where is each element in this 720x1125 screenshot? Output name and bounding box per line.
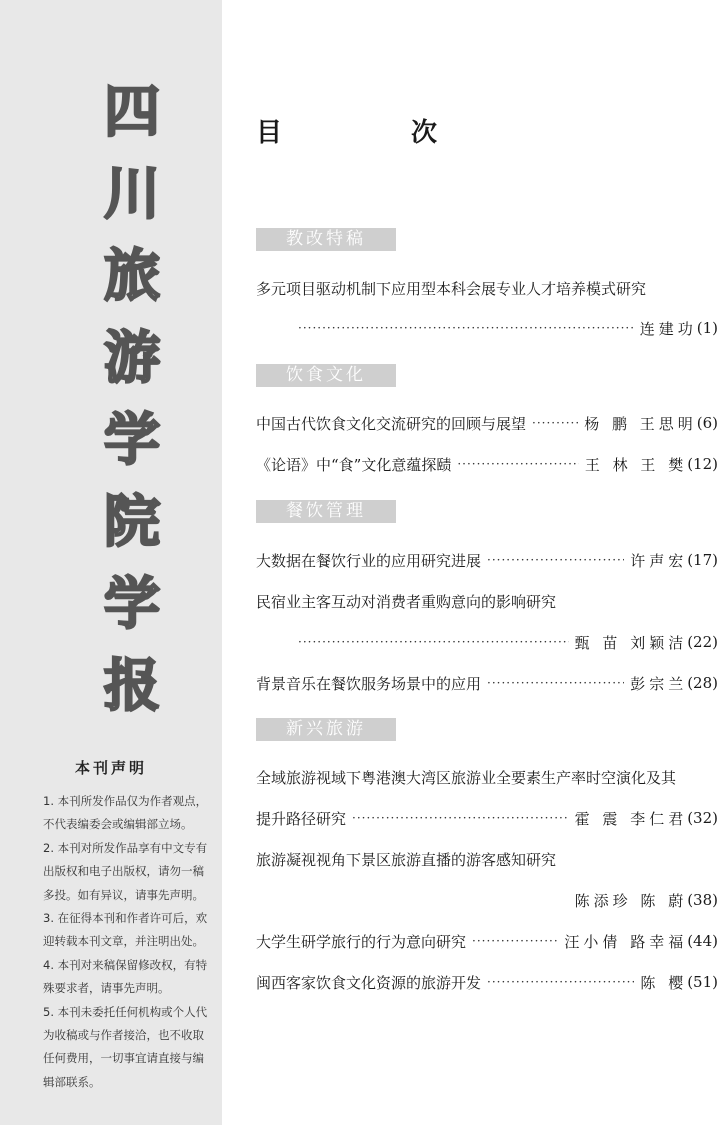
leader-dots bbox=[487, 975, 634, 989]
toc-heading: 目 次 bbox=[256, 118, 498, 148]
entry-title: 全域旅游视域下粤港澳大湾区旅游业全要素生产率时空演化及其 bbox=[256, 768, 677, 787]
entry-page: (12) bbox=[687, 455, 718, 473]
toc-entry[interactable] bbox=[256, 970, 718, 994]
journal-title-char: 旅 bbox=[104, 244, 160, 309]
toc-entry[interactable] bbox=[256, 806, 718, 830]
notice-list bbox=[43, 790, 215, 1094]
toc-entry[interactable] bbox=[256, 888, 718, 912]
toc-entry[interactable] bbox=[256, 847, 718, 871]
notice-line: 不代表编委会或编辑部立场。 bbox=[43, 817, 193, 832]
entry-page: (38) bbox=[687, 891, 718, 909]
notice-line: 3. 在征得本刊和作者许可后，欢 bbox=[43, 911, 208, 926]
toc-entry[interactable] bbox=[256, 630, 718, 654]
notice-title: 本刊声明 bbox=[74, 759, 147, 777]
entry-page: (22) bbox=[687, 633, 718, 651]
entry-authors: 许声宏 bbox=[630, 551, 688, 570]
journal-title-char: 院 bbox=[104, 490, 160, 555]
journal-title-char: 川 bbox=[104, 162, 160, 227]
sidebar bbox=[0, 0, 222, 1125]
entry-page: (6) bbox=[696, 414, 718, 432]
entry-authors: 汪小倩 路幸福 bbox=[564, 932, 688, 951]
entry-title: 《论语》中“食”文化意蕴探赜 bbox=[256, 455, 452, 474]
notice-line: 4. 本刊对来稿保留修改权，有特 bbox=[43, 957, 208, 972]
notice-line: 出版权和电子出版权，请勿一稿 bbox=[43, 864, 204, 879]
entry-title: 多元项目驱动机制下应用型本科会展专业人才培养模式研究 bbox=[256, 279, 647, 298]
notice-line: 2. 本刊对所发作品享有中文专有 bbox=[43, 840, 208, 855]
entry-authors: 杨 鹏 王思明 bbox=[584, 414, 697, 433]
toc-entry[interactable] bbox=[256, 316, 718, 340]
entry-title: 中国古代饮食文化交流研究的回顾与展望 bbox=[256, 414, 527, 433]
notice-line: 殊要求者，请事先声明。 bbox=[43, 981, 170, 996]
notice-line: 多投。如有异议，请事先声明。 bbox=[43, 887, 204, 902]
toc-entry[interactable] bbox=[256, 548, 718, 572]
journal-title-char: 报 bbox=[104, 654, 160, 719]
entry-title: 民宿业主客互动对消费者重购意向的影响研究 bbox=[256, 592, 557, 611]
journal-title bbox=[100, 72, 164, 728]
entry-title: 闽西客家饮食文化资源的旅游开发 bbox=[256, 973, 482, 992]
section-label: 餐饮管理 bbox=[256, 500, 396, 523]
entry-page: (51) bbox=[687, 973, 718, 991]
entry-page: (28) bbox=[687, 674, 718, 692]
entry-authors: 彭宗兰 bbox=[630, 674, 688, 693]
notice-line: 1. 本刊所发作品仅为作者观点， bbox=[43, 794, 208, 808]
leader-dots bbox=[487, 553, 624, 567]
journal-title-char: 游 bbox=[104, 326, 160, 391]
notice-line: 为收稿或与作者接洽，也不收取 bbox=[43, 1028, 204, 1043]
notice-line: 辑部联系。 bbox=[43, 1074, 101, 1089]
toc-entry[interactable] bbox=[256, 276, 718, 300]
entry-authors: 陈 樱 bbox=[640, 973, 688, 992]
toc-entry[interactable] bbox=[256, 929, 718, 953]
entry-authors: 霍 震 李仁君 bbox=[574, 809, 688, 828]
notice-line: 任何费用，一切事宜请直接与编 bbox=[43, 1051, 204, 1066]
entry-authors: 连建功 bbox=[639, 319, 697, 338]
entry-title: 背景音乐在餐饮服务场景中的应用 bbox=[256, 674, 482, 693]
leader-dots bbox=[487, 676, 624, 690]
entry-title: 大学生研学旅行的行为意向研究 bbox=[256, 932, 467, 951]
entry-authors: 王 林 王 樊 bbox=[584, 455, 688, 474]
toc-entry[interactable] bbox=[256, 589, 718, 613]
entry-authors: 甄 苗 刘颖洁 bbox=[574, 633, 688, 652]
leader-dots bbox=[457, 457, 579, 471]
entry-page: (32) bbox=[687, 809, 718, 827]
toc-entry[interactable] bbox=[256, 452, 718, 476]
entry-page: (44) bbox=[687, 932, 718, 950]
entry-title: 旅游凝视视角下景区旅游直播的游客感知研究 bbox=[256, 850, 557, 869]
entry-page: (1) bbox=[696, 319, 718, 337]
leader-dots bbox=[472, 934, 558, 948]
section-label: 教改特稿 bbox=[256, 228, 396, 251]
entry-authors: 陈添珍 陈 蔚 bbox=[574, 891, 688, 910]
journal-title-char: 四 bbox=[104, 80, 160, 145]
entry-title: 提升路径研究 bbox=[256, 809, 347, 828]
entry-title: 大数据在餐饮行业的应用研究进展 bbox=[256, 551, 482, 570]
notice-line: 5. 本刊未委托任何机构或个人代 bbox=[43, 1004, 208, 1019]
journal-title-char: 学 bbox=[104, 572, 160, 637]
notice-line: 迎转载本刊文章，并注明出处。 bbox=[43, 934, 204, 949]
section-label: 新兴旅游 bbox=[256, 718, 396, 741]
entry-page: (17) bbox=[687, 551, 718, 569]
toc-entry[interactable] bbox=[256, 411, 718, 435]
journal-title-char: 学 bbox=[104, 408, 160, 473]
leader-dots bbox=[298, 321, 634, 335]
section-label: 饮食文化 bbox=[256, 364, 396, 387]
leader-dots bbox=[298, 635, 569, 649]
toc-entry[interactable] bbox=[256, 765, 718, 789]
leader-dots bbox=[532, 416, 578, 430]
toc-entry[interactable] bbox=[256, 671, 718, 695]
leader-dots bbox=[352, 811, 569, 825]
